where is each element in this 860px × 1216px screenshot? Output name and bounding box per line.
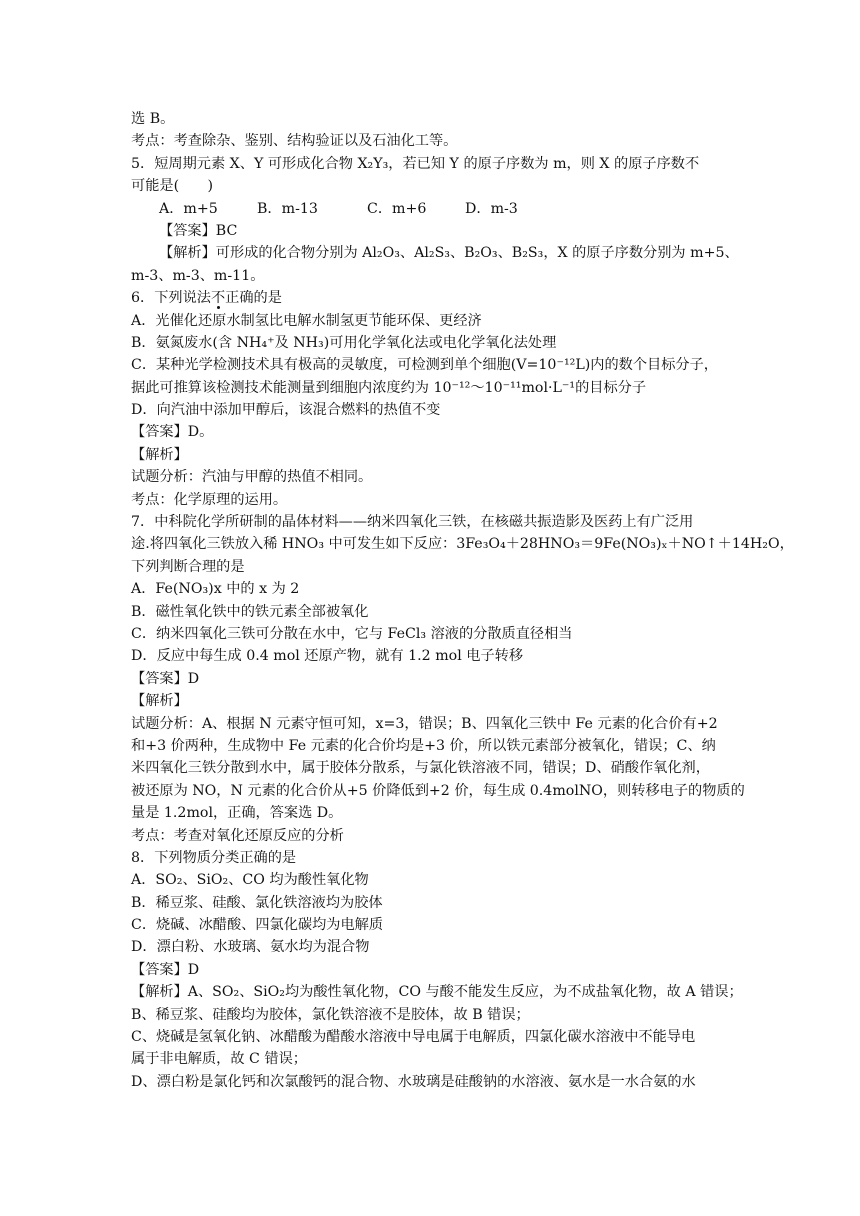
option-d: D．m-3 (465, 200, 518, 217)
option-a: A．SO₂、SiO₂、CO 均为酸性氧化物 (131, 872, 369, 889)
analysis-line: 【解析】A、SO₂、SiO₂均为酸性氧化物，CO 与酸不能发生反应，为不成盐氧化物，故 A 错误； (131, 984, 743, 1001)
text-line: 选 B。 (131, 111, 175, 127)
topic-line: 考点：考查对氧化还原反应的分析 (131, 827, 344, 844)
question-7-stem: 7．中科院化学所研制的晶体材料——纳米四氧化三铁，在核磁共振造影及医药上有广泛用 (131, 514, 694, 531)
option-c: C．纳米四氧化三铁可分散在水中，它与 FeCl₃ 溶液的分散质直径相当 (131, 625, 573, 642)
answer-line: 【答案】D。 (131, 424, 214, 441)
analysis-heading: 【解析】 (131, 446, 188, 463)
question-5-stem: 5．短周期元素 X、Y 可形成化合物 X₂Y₃，若已知 Y 的原子序数为 m，则 X 的原子序数不 (131, 155, 700, 172)
option-b: B．磁性氧化铁中的铁元素全部被氧化 (131, 603, 369, 620)
option-a: A．Fe(NO₃)x 中的 x 为 2 (131, 581, 300, 598)
analysis-line: 试题分析：汽油与甲醇的热值不相同。 (131, 469, 373, 486)
analysis-line: 和+3 价两种，生成物中 Fe 元素的化合价均是+3 价，所以铁元素部分被氧化，错误；C、纳 (131, 737, 716, 754)
answer-line: 【答案】D (131, 961, 200, 978)
question-5-stem-cont: 可能是( ) (131, 178, 214, 195)
analysis-line: D、漂白粉是氯化钙和次氯酸钙的混合物、水玻璃是硅酸钠的水溶液、氨水是一水合氨的水 (131, 1073, 696, 1090)
analysis-line: 属于非电解质，故 C 错误； (131, 1051, 307, 1068)
option-b: B．m-13 (257, 200, 318, 217)
option-c: C．烧碱、冰醋酸、四氯化碳均为电解质 (131, 917, 384, 934)
topic-line: 考点：化学原理的运用。 (131, 491, 288, 508)
analysis-line: 量是 1.2mol，正确，答案选 D。 (131, 805, 343, 822)
option-d: D．反应中每生成 0.4 mol 还原产物，就有 1.2 mol 电子转移 (131, 648, 524, 665)
option-d: D．向汽油中添加甲醇后，该混合燃料的热值不变 (131, 402, 441, 419)
option-a: A．m+5 (159, 200, 218, 217)
analysis-line: m-3、m-3、m-11。 (131, 267, 265, 284)
analysis-line: 米四氧化三铁分散到水中，属于胶体分散系，与氯化铁溶液不同，错误；D、硝酸作氧化剂， (131, 760, 710, 777)
emphasis-char: 不 (210, 290, 226, 307)
analysis-heading: 【解析】 (131, 693, 188, 710)
analysis-line: C、烧碱是氢氧化钠、冰醋酸为醋酸水溶液中导电属于电解质，四氯化碳水溶液中不能导电 (131, 1029, 696, 1046)
option-c: C．m+6 (367, 200, 427, 217)
text-line: 考点：考查除杂、鉴别、结构验证以及石油化工等。 (131, 133, 458, 150)
question-7-stem-cont: 途.将四氧化三铁放入稀 HNO₃ 中可发生如下反应：3Fe₃O₄＋28HNO₃＝9Fe(NO₃)ₓ＋NO↑＋14H₂O， (131, 536, 794, 553)
question-6-stem: 6．下列说法不正确的是 (131, 290, 282, 307)
question-5-options (131, 198, 741, 220)
option-a: A．光催化还原水制氢比电解水制氢更节能环保、更经济 (131, 312, 482, 329)
question-7-stem-cont: 下列判断合理的是 (131, 558, 245, 575)
answer-line: 【答案】D (131, 670, 200, 687)
analysis-line: 被还原为 NO，N 元素的化合价从+5 价降低到+2 价，每生成 0.4molNO，则转移电子的物质的 (131, 782, 745, 799)
document-page (131, 108, 794, 1093)
option-b: B．氨氮废水(含 NH₄⁺及 NH₃)可用化学氧化法或电化学氧化法处理 (131, 334, 557, 351)
option-c: C．某种光学检测技术具有极高的灵敏度，可检测到单个细胞(V=10⁻¹²L)内的数个目标分子， (131, 357, 718, 374)
analysis-line: 【解析】可形成的化合物分别为 Al₂O₃、Al₂S₃、B₂O₃、B₂S₃，X 的原子序数分别为 m+5、 (159, 245, 739, 262)
analysis-line: B、稀豆浆、硅酸均为胶体，氯化铁溶液不是胶体，故 B 错误； (131, 1006, 530, 1023)
answer-line: 【答案】BC (159, 222, 238, 239)
option-d: D．漂白粉、水玻璃、氨水均为混合物 (131, 939, 370, 956)
option-b: B．稀豆浆、硅酸、氯化铁溶液均为胶体 (131, 894, 383, 911)
question-8-stem: 8．下列物质分类正确的是 (131, 849, 297, 866)
analysis-line: 试题分析：A、根据 N 元素守恒可知，x=3，错误；B、四氧化三铁中 Fe 元素的化合价有+2 (131, 715, 718, 732)
option-c-cont: 据此可推算该检测技术能测量到细胞内浓度约为 10⁻¹²～10⁻¹¹mol·L⁻¹的目标分子 (131, 379, 647, 396)
